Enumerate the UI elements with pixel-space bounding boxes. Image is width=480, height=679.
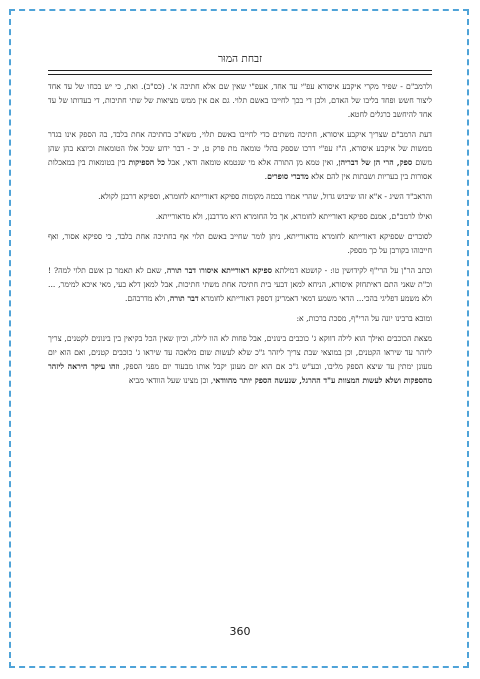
paragraph [48, 210, 432, 224]
text-run: דעת הרמב"ם שצריך איקבע איסורא, חתיכה משתים כדי לחייבו באשם תלוי, משא"כ בחתיכה אחת בלבד, בה הספק אינו בגדר ממשות של איקבע איסורא, ה"ז עפ"י דרכו שספק בהל' טומאה מת פרק ט, יב - דבר ידוע שכל אלו הטומאות וכיוצא בהן שהן משום [48, 130, 432, 167]
paragraph [48, 80, 432, 122]
page-number: 360 [229, 625, 251, 638]
text-run: , וכן מצינו שעל הוודאי מביא [128, 376, 214, 385]
header-divider [48, 70, 432, 75]
body-text [48, 80, 432, 620]
bold-text: וזהו עיקר היראה ליזהר מהספקות ושלא לעשות המצוות ע"ד ההרגל, שנעשה הספק יותר מהוודאי [48, 362, 432, 385]
bold-text: ספיקא דאורייתא איסורו דבר תורה [166, 266, 273, 275]
text-run: . [264, 172, 268, 181]
text-run: ולרמב"ם - שפיר מקרי איקבע איסורא עפ"י עד אחד, אעפ"י שאין שם אלא חתיכה א'. (כס"ב). ואת, כי יש בכחו של עד אחד ליצור חשש ופחד בליבו של האדם, ולכן די בכך לחייבו באשם תלוי. גם אם אין ממש מציאות של שתי חתיכות, די בעדותו של עד אחד להיחשב כרגלים לחטא. [48, 82, 432, 119]
bold-text: כל הספיקות [128, 158, 165, 167]
paragraph [48, 230, 432, 258]
paragraph [48, 312, 432, 326]
paragraph [48, 264, 432, 306]
text-run: , ואין טמא מן התורה אלא מי שנטמא טומאה ודאי, אבל [164, 158, 339, 167]
paragraph [48, 128, 432, 184]
text-run: בין בטומאות בין במאכלות אסורות בין בעריות ושבתות אין להם אלא [48, 158, 432, 181]
text-run: ואילו לרמב"ם, אמנם ספיקא דאורייתא לחומרא, אך כל החומרא היא מדרבנן, ולא מדאורייתא. [155, 212, 432, 221]
paragraph [48, 190, 432, 204]
bold-text: מדברי סופרים [267, 172, 309, 181]
text-run: , שאם לא תאמר כן אשם תלוי למה? ! וכ"ת שאני התם דאיתחזק איסורא, הניחא למאן דבעי בית חתיכה אחת משתי חתיכות, אבל למאן דלא בעי, מאי איכא למימר, ... ולא משמע דפליגי בהכי... הדאי משמע דמאי דאמרינן דספק דאורייתא לחומרא [48, 266, 432, 303]
text-run: לסוברים שספיקא דאורייתא לחומרא מדאורייתא, ניתן לומר שחייב באשם תלוי אף בחתיכה אחת בלבד, כי ספיקא אסור, ואף חייבוהו בקורבן על כך מספק. [48, 232, 432, 255]
text-run: , ולא מדרבהם. [124, 294, 170, 303]
paragraph [48, 332, 432, 388]
text-run: והראב"ד השיג - א"א זהו שיבוש גדול, שהרי אמרו בכמה מקומות ספיקא דאורייתא לחומרא, וספיקא דרבנן לקולא. [98, 192, 432, 201]
text-run: מצאת הכוכבים ואילך הוא לילה דווקא ג' כוכבים בינונים, אבל פחות לא הוו לילה, וכיון שאין הכל בקיאין בין בינונים לקטנים, צריך ליזהר עד שיראו הקטנים, וכן במוצאי שבת צריך ליזהר ג"כ שלא לעשות שום מלאכה עד שיראו ג' כוכבים קטנים, ואם הוא יום מעונן ימתין עד שיצא הספק מליבו, ובע"ש ג"כ אם הוא יום מעונן יקבל אותו מבעוד יום מפני הספק, [48, 334, 432, 371]
text-run: ומובא ברבינו יונה על הרי"ף, מסכת ברכות, א: [296, 314, 432, 323]
bold-text: דבר תורה [169, 294, 199, 303]
running-header: זבחת המוּר [217, 53, 263, 65]
bold-text: ספק, הרי הן של דבריהן [338, 158, 413, 167]
text-run: וכתב הר"ן על הרי"ף לקידושין טו: - קושטא דמילתא [272, 266, 432, 275]
